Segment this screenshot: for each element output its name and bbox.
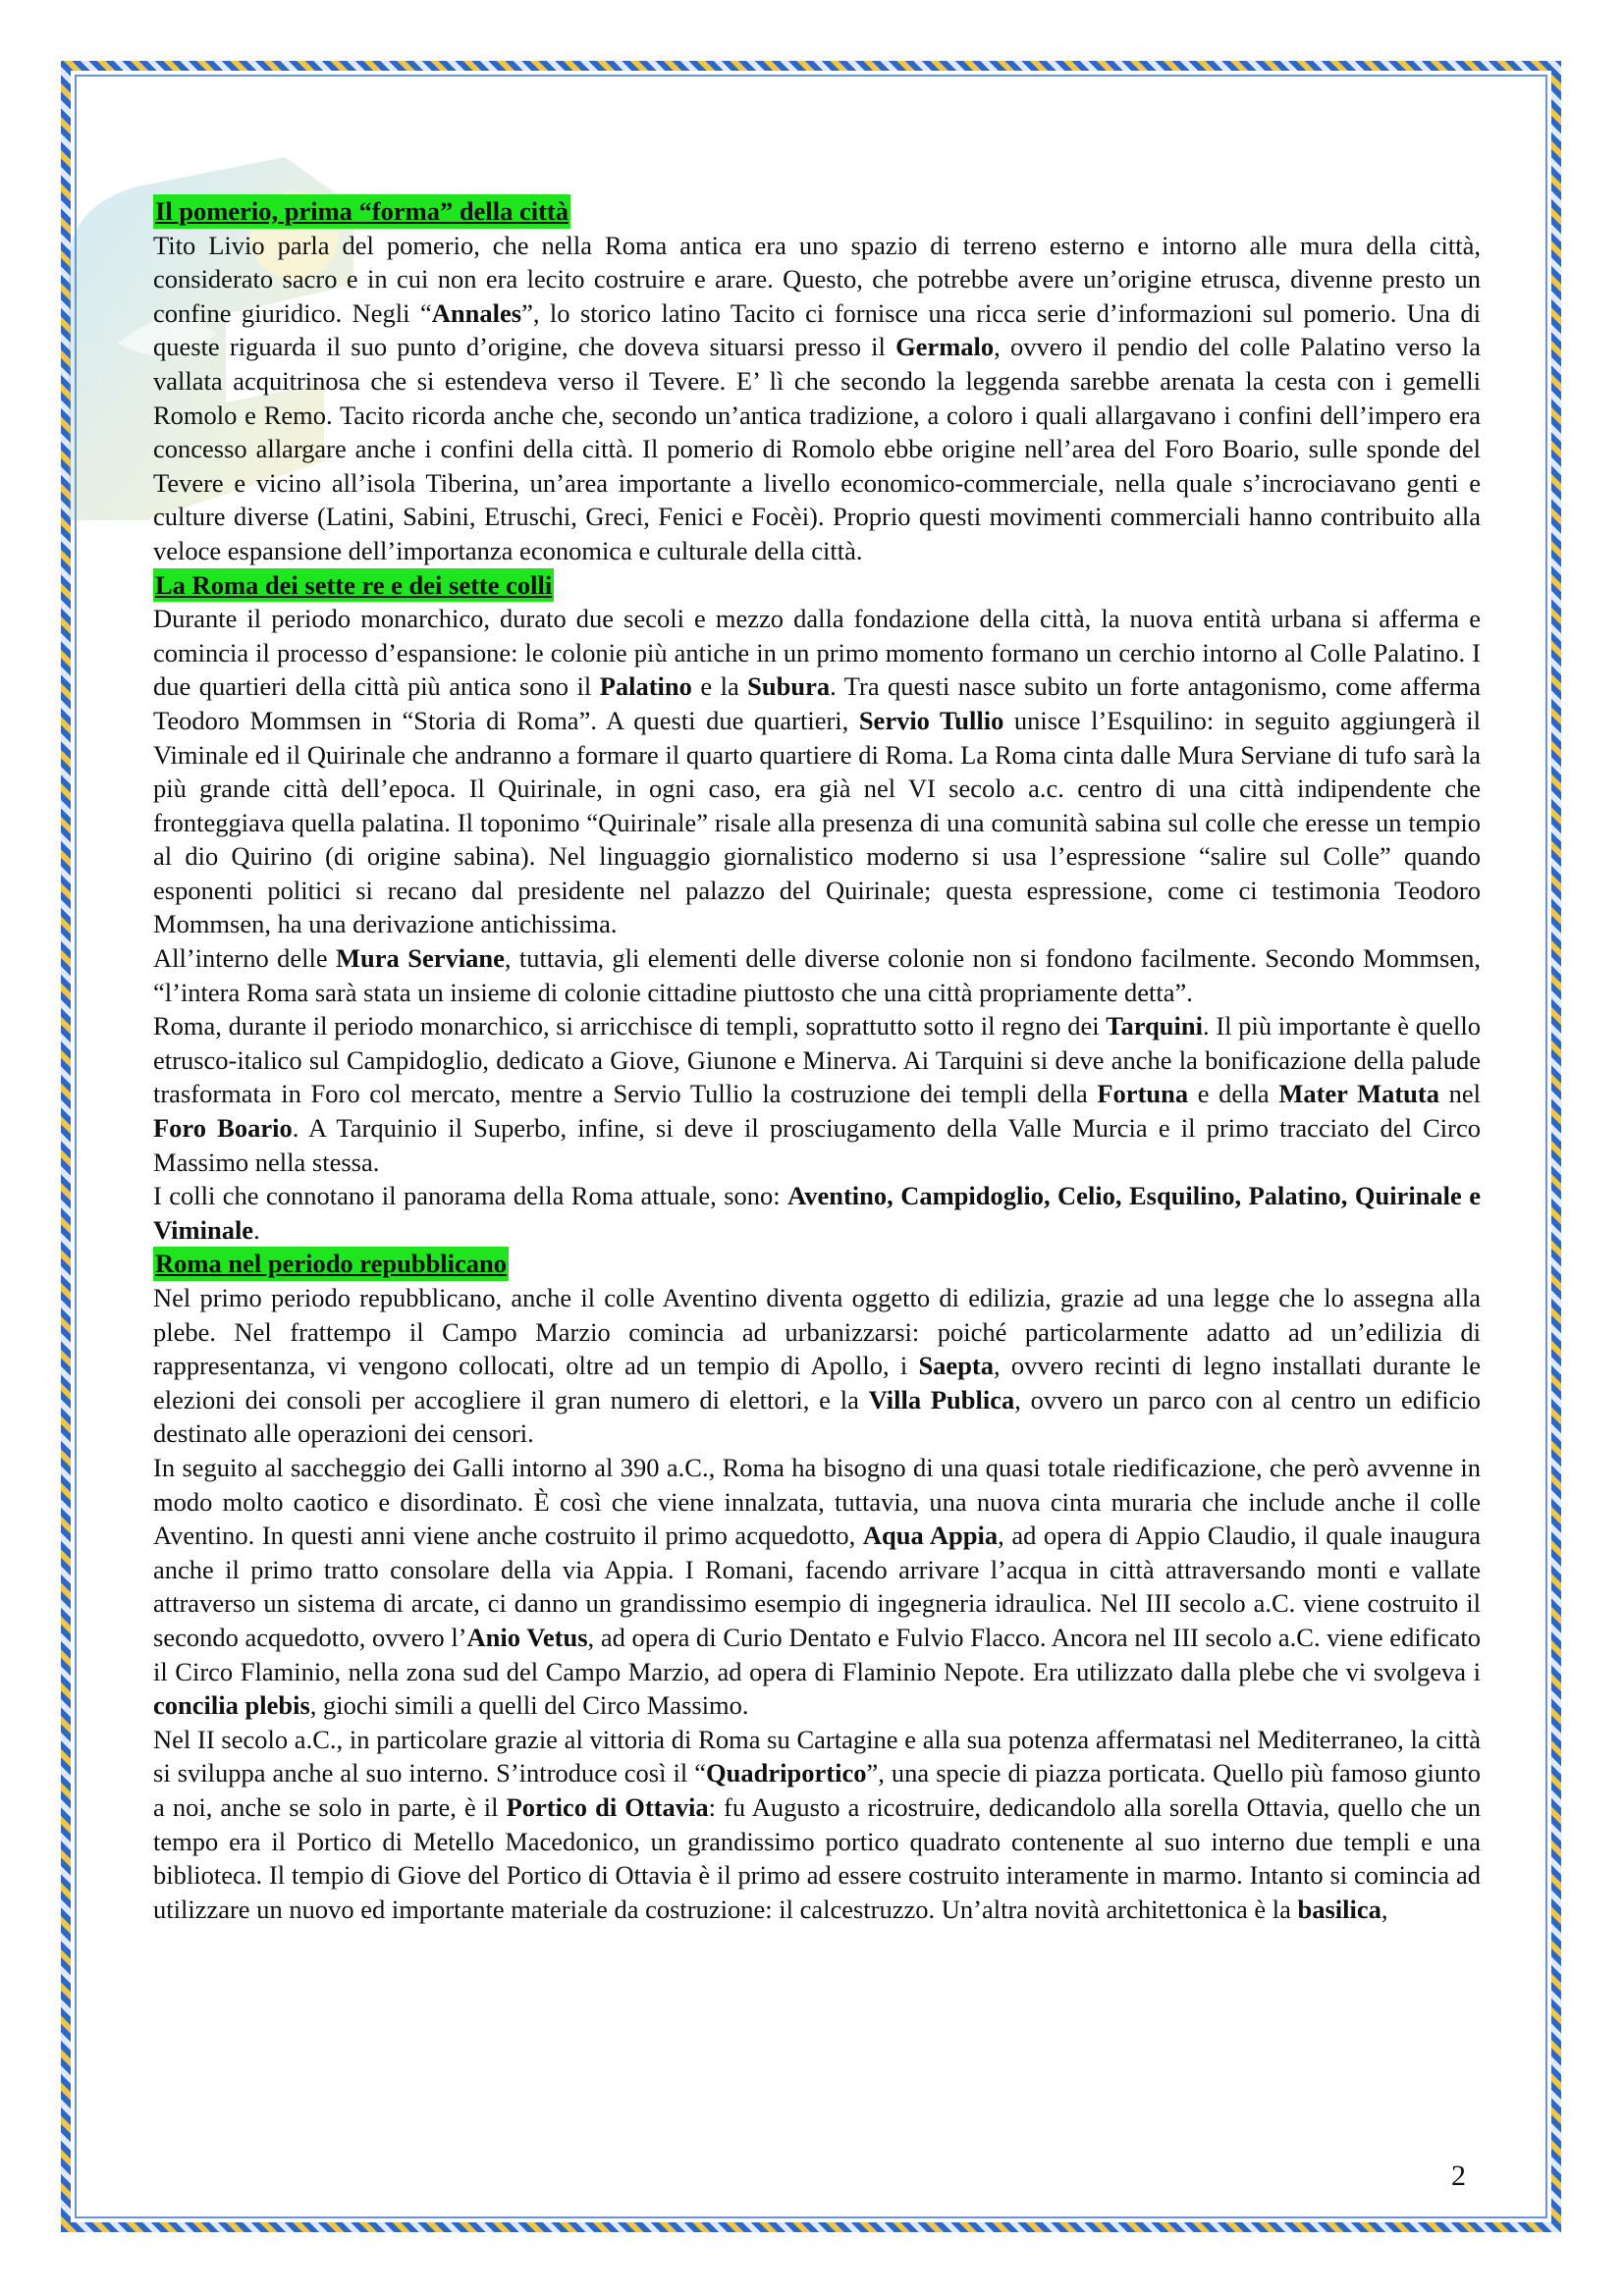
bold-term: Villa Publica — [868, 1384, 1015, 1415]
paragraph — [153, 1281, 1481, 1451]
section-heading — [153, 194, 1481, 229]
section-heading-text: Il pomerio, prima “forma” della città — [153, 194, 570, 229]
bold-term: Tarquini — [1106, 1011, 1204, 1041]
text-run: . Il più importante è quello etrusco-italico sul Campidoglio, dedicato a Giove, Giunone e Minerva. Ai Tarquini si deve anche la bonificazione della palude trasformata in Foro col mercato, mentre a Servio Tullio la costruzione dei templi della — [153, 1011, 1481, 1109]
bold-term: Foro Boario — [153, 1113, 293, 1144]
section-heading-text: La Roma dei sette re e dei sette colli — [153, 568, 554, 603]
bold-term: Mater Matuta — [1278, 1079, 1439, 1109]
bold-term: Germalo — [895, 332, 995, 362]
text-run: I colli che connotano il panorama della Roma attuale, sono: — [153, 1181, 788, 1211]
bold-term: Annales — [431, 297, 522, 328]
bold-term: Saepta — [918, 1351, 995, 1381]
text-run: , ad opera di Appio Claudio, il quale inaugura anche il primo tratto consolare della via Appia. I Romani, facendo arrivare l’acqua in città attraversando monti e vallate attraverso un sistema di arcate, ci danno un grandissimo esempio di ingegneria idraulica. Nel III secolo a.C. viene costruito il secondo acquedotto, ovvero l’ — [153, 1521, 1482, 1652]
text-run: , ovvero il pendio del colle Palatino verso la vallata acquitrinosa che si estendeva verso il Tevere. E’ lì che secondo la leggenda sarebbe arenata la cesta con i gemelli Romolo e Remo. Tacito ricorda anche che, secondo un’antica tradizione, a coloro i quali allargavano i confini dell’impero era concesso allargare anche i confini della città. Il pomerio di Romolo ebbe origine nell’area del Foro Boario, sulle sponde del Tevere e vicino all’isola Tiberina, un’area importante a livello economico-commerciale, nella quale s’incrociavano genti e culture diverse (Latini, Sabini, Etruschi, Greci, Fenici e Focèi). Proprio questi movimenti commerciali hanno contribuito alla veloce espansione dell’importanza economica e culturale della città. — [153, 332, 1481, 565]
paragraph — [153, 1009, 1481, 1179]
text-run: : fu Augusto a ricostruire, dedicandolo alla sorella Ottavia, quello che un tempo era il Portico di Metello Macedonico, un grandissimo portico quadrato contenente al suo interno due templi e una biblioteca. Il tempio di Giove del Portico di Ottavia è il primo ad essere costruito interamente in marmo. Intanto si comincia ad utilizzare un nuovo ed importante materiale da costruzione: il calcestruzzo. Un’altra novità architettonica è la — [153, 1791, 1481, 1924]
text-run: Nel II secolo a.C., in particolare grazie al vittoria di Roma su Cartagine e alla sua potenza affermatasi nel Mediterraneo, la città si sviluppa anche al suo interno. S’introduce così il “ — [153, 1724, 1481, 1789]
text-run: , ad opera di Curio Dentato e Fulvio Flacco. Ancora nel III secolo a.C. viene edificato il Circo Flaminio, nella zona sud del Campo Marzio, ad opera di Flaminio Nepote. Era utilizzato dalla plebe che vi svolgeva i — [153, 1622, 1482, 1686]
text-run: Nel primo periodo repubblicano, anche il colle Aventino diventa oggetto di edilizia, grazie ad una legge che lo assegna alla plebe. Nel frattempo il Campo Marzio comincia ad urbanizzarsi: poiché particolarmente adatto ad un’edilizia di rappresentanza, vi vengono collocati, oltre ad un tempio di Apollo, i — [153, 1283, 1481, 1381]
text-run: , ovvero recinti di legno installati durante le elezioni dei consoli per accogliere il gran numero di elettori, e la — [153, 1351, 1481, 1415]
text-run: . Tra questi nasce subito un forte antagonismo, come afferma Teodoro Mommsen in “Storia di Roma”. A questi due quartieri, — [153, 671, 1482, 735]
text-run: . A Tarquinio il Superbo, infine, si deve il prosciugamento della Valle Murcia e il primo tracciato del Circo Massimo nella stessa. — [153, 1113, 1481, 1177]
text-run: e della — [1188, 1079, 1279, 1109]
text-run: , — [1380, 1894, 1388, 1924]
text-run: . — [253, 1214, 260, 1245]
section-heading-text: Roma nel periodo repubblicano — [153, 1247, 509, 1281]
bold-term: concilia plebis — [153, 1690, 310, 1721]
text-run: ”, lo storico latino Tacito ci fornisce una ricca serie d’informazioni sul pomerio. Una di queste riguarda il suo punto d’origine, che doveva situarsi presso il — [153, 297, 1481, 362]
text-run: Tito Livio parla del pomerio, che nella Roma antica era uno spazio di terreno esterno e intorno alle mura della città, considerato sacro e in cui non era lecito costruire e arare. Questo, che potrebbe avere un’origine etrusca, divenne presto un confine giuridico. Negli “ — [153, 230, 1481, 328]
text-run: ”, una specie di piazza porticata. Quello più famoso giunto a noi, anche se solo in parte, è il — [153, 1758, 1481, 1822]
paragraph — [153, 1179, 1481, 1247]
text-run: , giochi simili a quelli del Circo Massimo. — [309, 1690, 749, 1721]
bold-term: Aqua Appia — [862, 1521, 999, 1551]
bold-term: Aventino, Campidoglio, Celio, Esquilino, Palatino, Quirinale e Viminale — [153, 1181, 1481, 1245]
paragraph — [153, 1451, 1481, 1723]
text-run: e la — [691, 671, 748, 702]
text-run: All’interno delle — [153, 943, 337, 974]
section-heading — [153, 568, 1481, 603]
text-run: unisce l’Esquilino: in seguito aggiungerà il Viminale ed il Quirinale che andranno a formare il quarto quartiere di Roma. La Roma cinta dalle Mura Serviane di tufo sarà la più grande città dell’epoca. Il Quirinale, in ogni caso, era già nel VI secolo a.c. centro di una città indipendente che fronteggiava quella palatina. Il toponimo “Quirinale” risale alla presenza di una comunità sabina sul colle che eresse un tempio al dio Quirino (di origine sabina). Nel linguaggio giornalistico moderno si usa l’espressione “salire sul Colle” quando esponenti politici si recano dal presidente nel palazzo del Quirinale; questa espressione, come ci testimonia Teodoro Mommsen, ha una derivazione antichissima. — [153, 705, 1482, 939]
bold-term: Portico di Ottavia — [506, 1791, 709, 1822]
bold-term: Anio Vetus — [466, 1622, 588, 1652]
page-number: 2 — [1451, 2160, 1466, 2192]
text-run: nel — [1438, 1079, 1481, 1109]
paragraph — [153, 1723, 1481, 1927]
section-heading — [153, 1247, 1481, 1281]
paragraph — [153, 941, 1481, 1009]
text-run: Roma, durante il periodo monarchico, si arricchisce di templi, soprattutto sotto il regno dei — [153, 1011, 1107, 1041]
bold-term: Palatino — [599, 671, 692, 702]
paragraph — [153, 602, 1481, 941]
bold-term: Mura Serviane — [336, 943, 505, 974]
paragraph — [153, 229, 1481, 568]
text-run: Durante il periodo monarchico, durato due secoli e mezzo dalla fondazione della città, la nuova entità urbana si afferma e comincia il processo d’espansione: le colonie più antiche in un primo momento formano un cerchio intorno al Colle Palatino. I due quartieri della città più antica sono il — [153, 604, 1481, 702]
bold-term: Servio Tullio — [858, 705, 1004, 735]
text-run: In seguito al saccheggio dei Galli intorno al 390 a.C., Roma ha bisogno di una quasi totale riedificazione, che però avvenne in modo molto caotico e disordinato. È così che viene innalzata, tuttavia, una nuova cinta muraria che include anche il colle Aventino. In questi anni viene anche costruito il primo acquedotto, — [153, 1452, 1481, 1551]
bold-term: Fortuna — [1097, 1079, 1189, 1109]
page-body — [153, 194, 1481, 1926]
bold-term: basilica — [1297, 1894, 1381, 1924]
text-run: , tuttavia, gli elementi delle diverse colonie non si fondono facilmente. Secondo Mommsen, “l’intera Roma sarà stata un insieme di colonie cittadine piuttosto che una città propriamente detta”. — [153, 943, 1482, 1007]
text-run: , ovvero un parco con al centro un edificio destinato alle operazioni dei censori. — [153, 1384, 1481, 1449]
bold-term: Quadriportico — [706, 1758, 867, 1789]
bold-term: Subura — [747, 671, 831, 702]
